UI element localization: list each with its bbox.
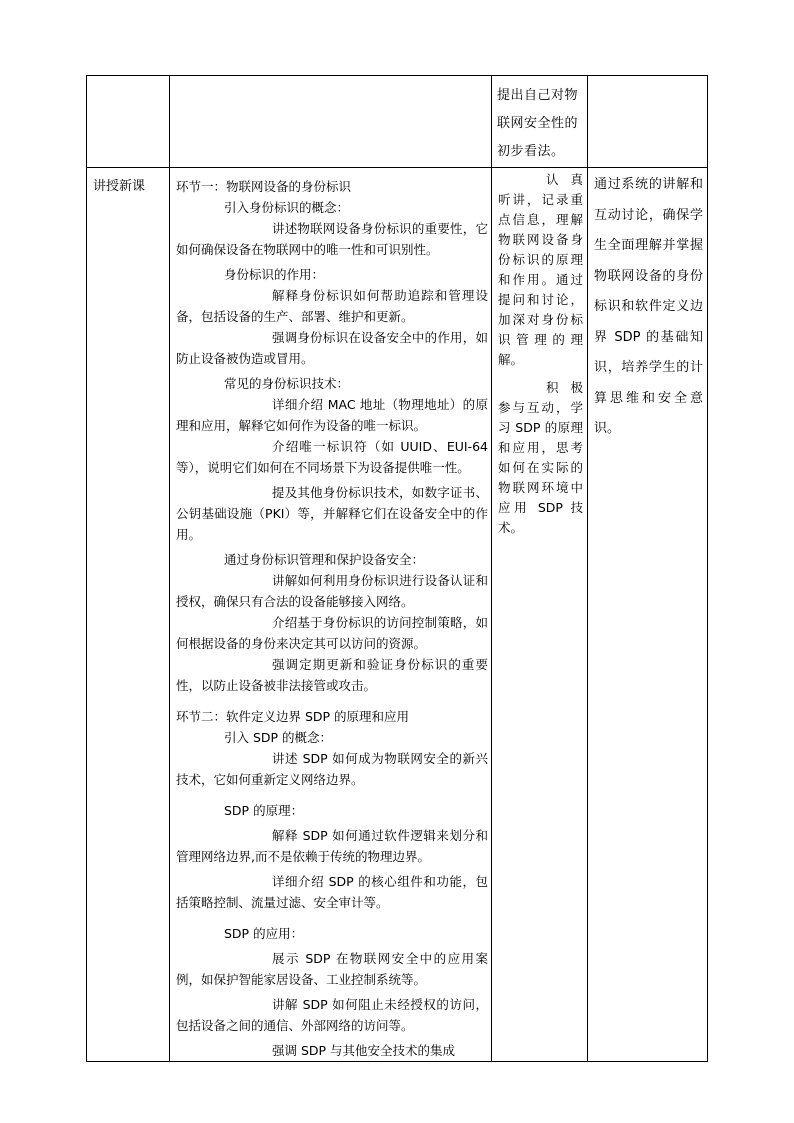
- table-row-top: [87, 76, 708, 168]
- link1-point: 强调身份标识在设备安全中的作用，如防止设备被伪造或冒用。: [176, 330, 488, 366]
- link2-heading: SDP 的应用：: [224, 926, 304, 941]
- link2-point: 解释 SDP 如何通过软件逻辑来划分和管理网络边界,而不是依赖于传统的物理边界。: [176, 828, 488, 864]
- cell-design-purpose: [588, 168, 708, 1062]
- link2-heading: SDP 的原理：: [224, 803, 304, 818]
- link1-point: 讲解如何利用身份标识进行设备认证和授权，确保只有合法的设备能够接入网络。: [176, 573, 488, 609]
- link1-heading: 引入身份标识的概念：: [224, 200, 350, 215]
- student-activity-p2: 积极参与互动，学习 SDP 的原理和应用，思考如何在实际的物联网环境中应用 SDP 技术。: [498, 380, 583, 535]
- link2-heading: 引入 SDP 的概念：: [224, 730, 333, 745]
- cell-top-student: [492, 76, 588, 168]
- link1-point: 提及其他身份标识技术，如数字证书、公钥基础设施（PKI）等，并解释它们在设备安全中的作用。: [176, 485, 488, 542]
- teaching-content: [170, 168, 491, 1061]
- cell-teaching-content: [170, 168, 492, 1062]
- cell-section-label: [87, 168, 170, 1062]
- link1-point: 解释身份标识如何帮助追踪和管理设备，包括设备的生产、部署、维护和更新。: [176, 288, 488, 324]
- link1-heading: 通过身份标识管理和保护设备安全：: [224, 552, 425, 567]
- top-student-activity: 提出自己对物联网安全性的初步看法。: [497, 88, 579, 159]
- link2-point: 展示 SDP 在物联网安全中的应用案例，如保护智能家居设备、工业控制系统等。: [176, 951, 488, 987]
- cell-top-content: [170, 76, 492, 168]
- lesson-plan-table: [86, 75, 708, 1062]
- link2-title: 环节二：软件定义边界 SDP 的原理和应用: [176, 709, 410, 724]
- cell-top-label: [87, 76, 170, 168]
- link1-point: 详细介绍 MAC 地址（物理地址）的原理和应用，解释它如何作为设备的唯一标识。: [176, 397, 488, 433]
- link1-point: 强调定期更新和验证身份标识的重要性，以防止设备被非法接管或攻击。: [176, 657, 488, 693]
- link1-heading: 常见的身份标识技术：: [224, 376, 350, 391]
- link2-point: 详细介绍 SDP 的核心组件和功能，包括策略控制、流量过滤、安全审计等。: [176, 874, 488, 910]
- link2-point: 讲述 SDP 如何成为物联网安全的新兴技术，它如何重新定义网络边界。: [176, 751, 488, 787]
- student-activity-p1: 认真听讲，记录重点信息，理解物联网设备身份标识的原理和作用。通过提问和讨论，加深对身份标识管理的理解。: [498, 172, 583, 367]
- cell-top-purpose: [588, 76, 708, 168]
- section-label: 讲授新课: [93, 179, 146, 194]
- student-activity: [492, 168, 587, 538]
- link1-point: 介绍基于身份标识的访问控制策略，如何根据设备的身份来决定其可以访问的资源。: [176, 615, 488, 651]
- design-purpose: 通过系统的讲解和互动讨论，确保学生全面理解并掌握物联网设备的身份标识和软件定义边界 SDP 的基础知识，培养学生的计算思维和安全意识。: [594, 177, 703, 436]
- link1-title: 环节一：物联网设备的身份标识: [176, 179, 352, 194]
- link2-point: 强调 SDP 与其他安全技术的集成: [272, 1043, 456, 1058]
- table-row-new-lesson: [87, 168, 708, 1062]
- link1-heading: 身份标识的作用：: [224, 267, 325, 282]
- link1-point: 讲述物联网设备身份标识的重要性，它如何确保设备在物联网中的唯一性和可识别性。: [176, 221, 488, 257]
- cell-student-activity: [492, 168, 588, 1062]
- link1-point: 介绍唯一标识符（如 UUID、EUI-64 等），说明它们如何在不同场景下为设备提供唯一性。: [176, 439, 488, 475]
- link2-point: 讲解 SDP 如何阻止未经授权的访问，包括设备之间的通信、外部网络的访问等。: [176, 997, 488, 1033]
